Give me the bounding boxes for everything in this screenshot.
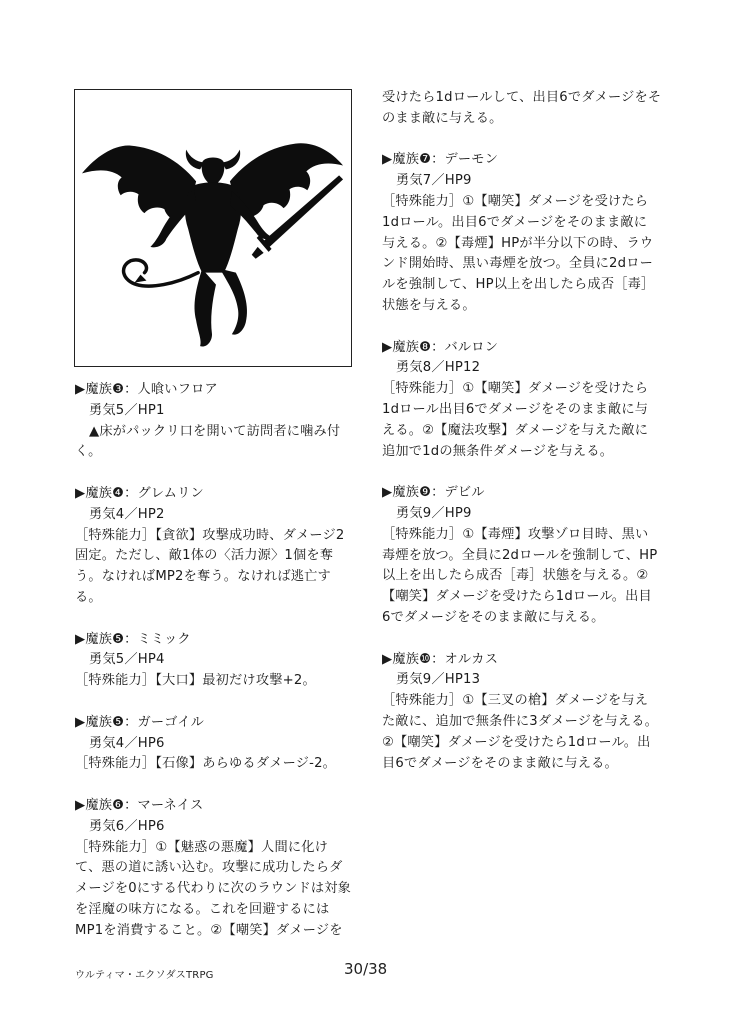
entry-stats: 勇気5／HP1 — [89, 402, 165, 418]
entry-text-line: 【嘲笑】ダメージを受けたら1dロール。出目 — [382, 589, 652, 605]
entry-text-line: 1dロール。出目6でダメージをそのまま敵に — [382, 214, 648, 230]
entry-text-line: 毒煙を放つ。全員に2dロールを強制して、HP — [382, 547, 658, 563]
entry-stats: 勇気9／HP13 — [396, 672, 481, 688]
monster-entry-3 — [75, 380, 357, 463]
entry-text-line: ［特殊能力］【石像】あらゆるダメージ-2。 — [75, 756, 337, 772]
entry-stats: 勇気4／HP2 — [89, 506, 165, 522]
entry-text-line: MP1を消費すること。②【嘲笑】ダメージを — [75, 922, 343, 938]
entry-heading: ▶魔族❸：人喰いフロア — [75, 382, 218, 397]
entry-text-line: て、悪の道に誘い込む。攻撃に成功したらダ — [75, 860, 343, 876]
entry-text-line: 状態を与える。 — [382, 297, 476, 313]
entry-text-line: 固定。ただし、敵1体の〈活力源〉1個を奪 — [75, 548, 334, 564]
page-number: 30/38 — [344, 960, 388, 978]
continuation-text — [382, 88, 667, 130]
entry-text-line: 6でダメージをそのまま敵に与える。 — [382, 609, 605, 625]
monster-entry-10 — [382, 650, 667, 775]
entry-text-line: を淫魔の味方になる。これを回避するには — [75, 901, 330, 917]
entry-heading: ▶魔族❺：ガーゴイル — [75, 714, 205, 730]
monster-entry-5b — [75, 713, 357, 775]
entry-text-line: ［特殊能力］①【三叉の槍】ダメージを与え — [382, 693, 649, 709]
left-column — [75, 380, 357, 942]
entry-heading: ▶魔族❾：デビル — [382, 485, 485, 501]
entry-text-line: ルを強制して、HP以上を出したら成否［毒］ — [382, 277, 655, 293]
monster-entry-9 — [382, 483, 667, 629]
entry-text-line: ▲床がパックリ口を開いて訪問者に噛み付 — [89, 423, 341, 439]
entry-text-line: ［特殊能力］【大口】最初だけ攻撃+2。 — [75, 673, 316, 689]
monster-entry-7 — [382, 150, 667, 316]
entry-heading: ▶魔族❼：デーモン — [382, 152, 499, 168]
entry-text-line: 目6でダメージをそのまま敵に与える。 — [382, 755, 618, 771]
entry-text-line: 与える。②【毒煙】HPが半分以下の時、ラウ — [382, 235, 654, 251]
entry-stats: 勇気8／HP12 — [396, 360, 481, 376]
monster-entry-6 — [75, 796, 357, 942]
monster-entry-4 — [75, 484, 357, 609]
monster-entry-5a — [75, 630, 357, 692]
entry-text-line: 以上を出したら成否［毒］状態を与える。② — [382, 568, 649, 584]
right-column — [382, 88, 667, 774]
entry-heading: ▶魔族❺：ミミック — [75, 631, 191, 647]
entry-text-line: のまま敵に与える。 — [382, 110, 503, 126]
entry-text-line: える。②【魔法攻撃】ダメージを与えた敵に — [382, 422, 649, 438]
entry-stats: 勇気5／HP4 — [89, 652, 165, 668]
demon-illustration — [74, 89, 352, 367]
entry-text-line: ンド開始時、黒い毒煙を放つ。全員に2dロー — [382, 256, 653, 272]
entry-stats: 勇気7／HP9 — [396, 173, 472, 189]
winged-demon-silhouette-icon — [75, 90, 351, 366]
entry-text-line: ［特殊能力］【貪欲】攻撃成功時、ダメージ2 — [75, 527, 345, 543]
entry-stats: 勇気9／HP9 — [396, 505, 472, 521]
entry-text-line: 受けたら1dロールして、出目6でダメージをそ — [382, 90, 662, 105]
entry-stats: 勇気4／HP6 — [89, 735, 165, 751]
entry-text-line: ［特殊能力］①【魅惑の悪魔】人間に化け — [75, 839, 328, 855]
entry-text-line: 1dロール出目6でダメージをそのまま敵に与 — [382, 401, 649, 417]
entry-text-line: ［特殊能力］①【毒煙】攻撃ゾロ目時、黒い — [382, 526, 649, 542]
entry-text-line: 追加で1dの無条件ダメージを与える。 — [382, 443, 614, 459]
entry-text-line: メージを0にする代わりに次のラウンドは対象 — [75, 881, 352, 897]
footer-book-title: ウルティマ・エクソダスTRPG — [75, 970, 214, 981]
entry-text-line: う。なければMP2を奪う。なければ逃亡す — [75, 569, 331, 585]
entry-heading: ▶魔族❿：オルカス — [382, 651, 499, 667]
entry-stats: 勇気6／HP6 — [89, 818, 165, 834]
entry-text-line: く。 — [75, 444, 102, 460]
entry-text-line: ［特殊能力］①【嘲笑】ダメージを受けたら — [382, 193, 649, 209]
entry-heading: ▶魔族❹：グレムリン — [75, 485, 204, 501]
entry-text-line: ［特殊能力］①【嘲笑】ダメージを受けたら — [382, 381, 649, 397]
entry-heading: ▶魔族❻：マーネイス — [75, 797, 204, 813]
entry-text-line: る。 — [75, 589, 102, 605]
monster-entry-8 — [382, 338, 667, 463]
entry-heading: ▶魔族❽：バルロン — [382, 339, 499, 355]
entry-text-line: ②【嘲笑】ダメージを受けたら1dロール。出 — [382, 734, 651, 750]
entry-text-line: た敵に、追加で無条件に3ダメージを与える。 — [382, 713, 659, 729]
